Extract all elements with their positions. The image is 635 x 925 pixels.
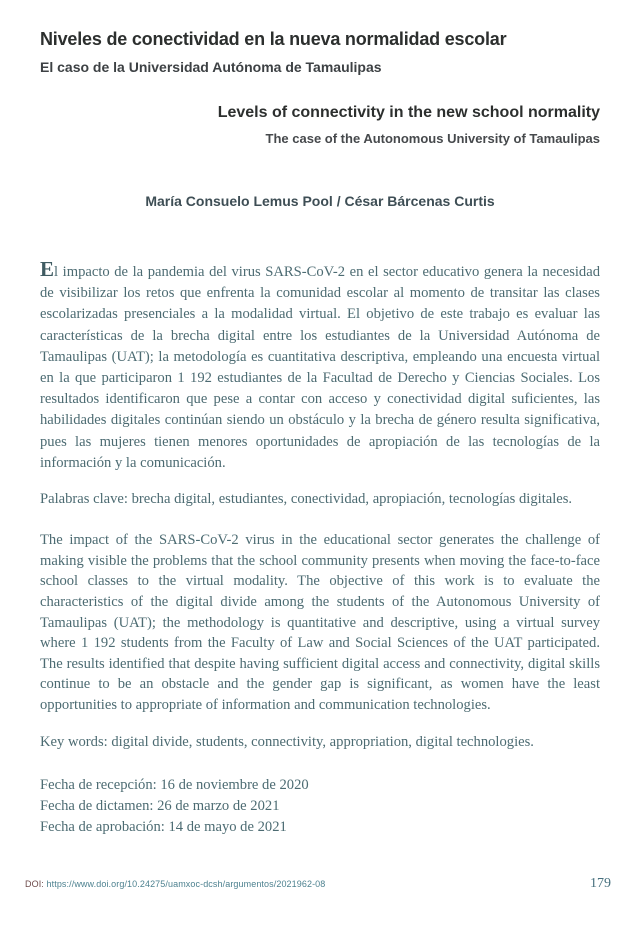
- date-approved: Fecha de aprobación: 14 de mayo de 2021: [40, 818, 287, 835]
- article-title-spanish: Niveles de conectividad en la nueva normalidad escolar: [40, 29, 507, 49]
- doi-url: https://www.doi.org/10.24275/uamxoc-dcsh/argumentos/2021962-08: [46, 879, 326, 889]
- date-received: Fecha de recepción: 16 de noviembre de 2020: [40, 776, 309, 793]
- keywords-spanish: Palabras clave: brecha digital, estudiantes, conectividad, apropiación, tecnologías digitales.: [40, 491, 573, 508]
- doi-link[interactable]: [25, 879, 325, 889]
- abstract-english: The impact of the SARS-CoV-2 virus in the educational sector generates the challenge of making visible the problems that the school community presents when moving the face-to-face school classes to the virtual modality. The objective of this work is to evaluate the characteristics of the digital divide among the students of the Autonomous University of Tamaulipas (UAT); the methodology is quantitative and descriptive, using a virtual survey where 1 192 students from the Faculty of Law and Social Sciences of the UAT participated. The results identified that despite having sufficient digital access and connectivity, digital skills continue to be an obstacle and the gender gap is significant, as women have the least opportunities to appropriate of information and communication technologies.: [40, 532, 600, 713]
- page-number: 179: [590, 876, 611, 891]
- abstract-spanish-text: l impacto de la pandemia del virus SARS-CoV-2 en el sector educativo genera la necesidad de visibilizar los retos que enfrenta la comunidad escolar al momento de transitar las clases escolarizadas presenciales a la modalidad virtual. El objetivo de este trabajo es evaluar las características de la brecha digital entre los estudiantes de la Universidad Autónoma de Tamaulipas (UAT); la metodología es cuantitativa descriptiva, empleando una encuesta virtual en la que participaron 1 192 estudiantes de la Facultad de Derecho y Ciencias Sociales. Los resultados identificaron que pese a contar con acceso y conectividad digital suficientes, las habilidades digitales continúan siendo un obstáculo y la brecha de género resulta significativa, pues las mujeres tienen menores oportunidades de apropiación de las tecnologías de la información y la comunicación.: [40, 264, 600, 471]
- keywords-english: Key words: digital divide, students, connectivity, appropriation, digital technologies.: [40, 733, 534, 750]
- article-subtitle-spanish: El caso de la Universidad Autónoma de Tamaulipas: [40, 59, 382, 75]
- article-title-english: Levels of connectivity in the new school normality: [217, 104, 600, 121]
- page-footer: [0, 876, 635, 892]
- manuscript-dates: [40, 775, 600, 838]
- date-review: Fecha de dictamen: 26 de marzo de 2021: [40, 797, 280, 814]
- english-title-block: [40, 103, 600, 147]
- abstract-drop-cap: E: [40, 257, 55, 281]
- doi-label: DOI:: [25, 879, 44, 889]
- article-subtitle-english: The case of the Autonomous University of Tamaulipas: [265, 131, 600, 146]
- abstract-spanish: [40, 259, 600, 474]
- authors-line: María Consuelo Lemus Pool / César Bárcenas Curtis: [145, 193, 495, 209]
